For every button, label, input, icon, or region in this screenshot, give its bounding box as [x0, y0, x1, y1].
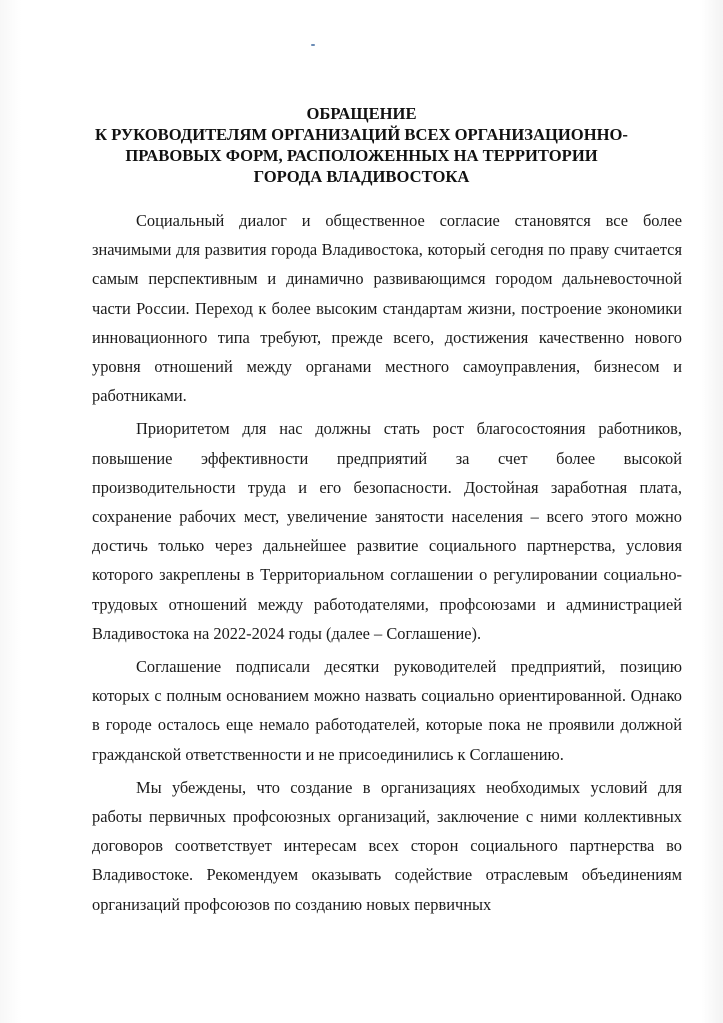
paragraph-4: Мы убеждены, что создание в организациях необходимых условий для работы первичных профсоюзных организаций, заключение с ними коллективных договоров соответствует интересам всех сторон социального партнерства во Владивостоке. Рекомендуем оказывать содействие отраслевым объединениям организаций профсоюзов по созданию новых первичных [92, 777, 682, 914]
title-line-1: ОБРАЩЕНИЕ [306, 104, 417, 123]
paragraph-2: Приоритетом для нас должны стать рост благосостояния работников, повышение эффективности предприятий за счет более высокой производительности труда и его безопасности. Достойная заработная плата, сохранение рабочих мест, увеличение занятости населения – всего этого можно достичь только через дальнейшее развитие социального партнерства, условия которого закреплены в Территориальном соглашении о регулировании социально-трудовых отношений между работодателями, профсоюзами и администрацией Владивостока на 2022-2024 годы (далее – Соглашение). [92, 419, 682, 643]
paragraph-1: Социальный диалог и общественное согласие становятся все более значимыми для развития города Владивостока, который сегодня по праву считается самым перспективным и динамично развивающимся городом дальневосточной части России. Переход к более высоким стандартам жизни, построение экономики инновационного типа требуют, прежде всего, достижения качественно нового уровня отношений между органами местного самоуправления, бизнесом и работниками. [92, 211, 682, 406]
title-line-4: ГОРОДА ВЛАДИВОСТОКА [253, 167, 470, 186]
paragraph-3: Соглашение подписали десятки руководителей предприятий, позицию которых с полным основанием можно назвать социально ориентированной. Однако в городе осталось еще немало работодателей, которые пока не проявили должной гражданской ответственности и не присоединились к Соглашению. [92, 657, 682, 764]
title-line-2: К РУКОВОДИТЕЛЯМ ОРГАНИЗАЦИЙ ВСЕХ ОРГАНИЗАЦИОННО- [95, 125, 628, 144]
scan-speck [311, 44, 315, 46]
document-body [92, 206, 682, 919]
document-title [60, 103, 663, 187]
title-line-3: ПРАВОВЫХ ФОРМ, РАСПОЛОЖЕННЫХ НА ТЕРРИТОРИИ [125, 146, 598, 165]
